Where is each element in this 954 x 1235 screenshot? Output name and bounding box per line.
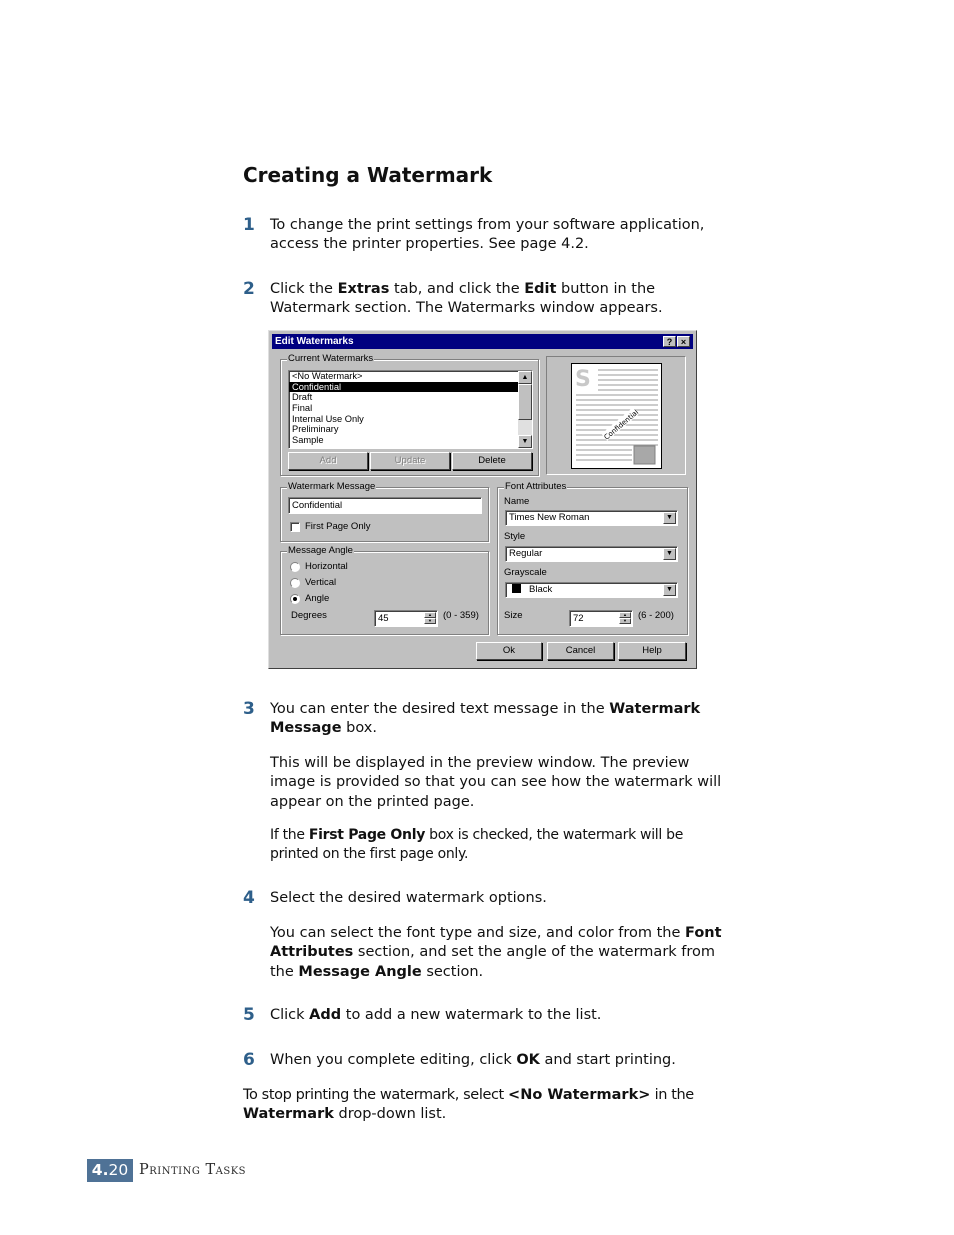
delete-button[interactable]: Delete	[452, 452, 532, 470]
step-1-text: To change the print settings from your software application, access the printer properties. See page 4.2.	[270, 217, 705, 253]
ok-button[interactable]: Ok	[476, 642, 542, 660]
step-3-text: You can enter the desired text message in the Watermark Message box.	[270, 701, 701, 737]
step-3-paragraph: This will be displayed in the preview window. The preview image is provided so that you can see how the watermark will appear on the printed page.	[270, 755, 722, 810]
font-attributes-label: Font Attributes	[505, 481, 567, 492]
scroll-thumb[interactable]	[518, 384, 532, 420]
watermark-message-label: Watermark Message	[288, 481, 376, 492]
preview-letter: S	[575, 367, 591, 392]
footer-section-title: Printing Tasks	[139, 1162, 247, 1178]
horizontal-label: Horizontal	[305, 561, 348, 572]
current-watermarks-group	[280, 353, 539, 476]
degrees-value: 45	[378, 613, 389, 624]
degrees-range: (0 - 359)	[443, 610, 479, 621]
page-title: Creating a Watermark	[243, 163, 493, 187]
step-6-text: When you complete editing, click OK and start printing.	[270, 1052, 676, 1068]
message-angle-group	[280, 545, 489, 635]
font-attributes-group	[497, 481, 688, 635]
watermark-message-input[interactable]: Confidential	[288, 497, 482, 514]
list-item[interactable]: Draft	[292, 392, 313, 403]
font-name-select[interactable]	[505, 510, 678, 526]
step-number: 1	[243, 215, 255, 235]
first-page-only-checkbox[interactable]	[290, 522, 300, 532]
size-label: Size	[504, 610, 523, 621]
grayscale-select[interactable]	[505, 582, 678, 598]
chevron-down-icon[interactable]: ▼	[663, 584, 676, 596]
watermark-message-group	[280, 481, 489, 542]
size-value: 72	[573, 613, 584, 624]
style-label: Style	[504, 531, 526, 542]
scroll-up-icon[interactable]: ▲	[518, 371, 532, 384]
grayscale-label: Grayscale	[504, 567, 547, 578]
degrees-label: Degrees	[291, 610, 327, 621]
page-number-badge: 4.20	[87, 1159, 133, 1182]
preview-page	[571, 363, 662, 469]
dialog-title-bar	[272, 334, 693, 349]
name-label: Name	[504, 496, 530, 507]
list-item[interactable]: Internal Use Only	[292, 413, 364, 424]
first-page-only-label: First Page Only	[305, 521, 371, 532]
grayscale-value: Black	[529, 584, 553, 595]
list-scrollbar[interactable]	[518, 371, 532, 448]
current-watermarks-label: Current Watermarks	[288, 353, 374, 364]
vertical-radio[interactable]	[290, 578, 300, 588]
update-button[interactable]: Update	[370, 452, 450, 470]
horizontal-radio[interactable]	[290, 562, 300, 572]
step-5-text: Click Add to add a new watermark to the list.	[270, 1007, 602, 1023]
size-range: (6 - 200)	[638, 610, 674, 621]
step-number: 3	[243, 699, 255, 719]
help-icon[interactable]: ?	[663, 336, 676, 347]
font-name-value: Times New Roman	[509, 512, 590, 523]
scroll-down-icon[interactable]: ▼	[518, 435, 532, 448]
dialog-title: Edit Watermarks	[275, 336, 354, 347]
size-input[interactable]	[569, 610, 633, 627]
list-item[interactable]: Preliminary	[292, 424, 339, 435]
step-number: 5	[243, 1005, 255, 1025]
color-swatch	[512, 584, 521, 593]
chevron-down-icon[interactable]: ▼	[663, 548, 676, 560]
angle-label: Angle	[305, 593, 330, 604]
vertical-label: Vertical	[305, 577, 337, 588]
list-item[interactable]: Sample	[292, 435, 324, 446]
chevron-down-icon[interactable]: ▼	[663, 512, 676, 524]
preview-watermark-text: Confidential	[602, 408, 641, 442]
step-number: 4	[243, 888, 255, 908]
watermark-list[interactable]	[288, 370, 533, 449]
list-item[interactable]: Final	[292, 403, 313, 414]
step-2-text: Click the Extras tab, and click the Edit button in the Watermark section. The Watermarks window appears.	[270, 281, 663, 317]
help-button[interactable]: Help	[618, 642, 686, 660]
degrees-input[interactable]	[374, 610, 438, 627]
step-3-note: If the First Page Only box is checked, the watermark will be printed on the first page only.	[270, 827, 684, 863]
font-style-select[interactable]	[505, 546, 678, 562]
step-number: 2	[243, 279, 255, 299]
message-angle-label: Message Angle	[288, 545, 353, 556]
cancel-button[interactable]: Cancel	[547, 642, 614, 660]
step-4-text: Select the desired watermark options.	[270, 890, 547, 906]
step-4-paragraph: You can select the font type and size, and color from the Font Attributes section, and set the angle of the watermark from the Message Angle section.	[270, 925, 722, 980]
degrees-spinner[interactable]: ▲ ▼	[424, 612, 436, 625]
preview-graphic	[572, 364, 661, 468]
font-style-value: Regular	[509, 548, 543, 559]
closing-note: To stop printing the watermark, select <No Watermark> in the Watermark drop-down list.	[243, 1087, 694, 1123]
add-button[interactable]: Add	[288, 452, 368, 470]
angle-radio[interactable]	[290, 594, 300, 604]
close-icon[interactable]: ×	[677, 336, 690, 347]
step-number: 6	[243, 1050, 255, 1070]
watermark-preview	[546, 356, 686, 475]
list-item[interactable]: <No Watermark>	[292, 371, 363, 381]
list-item[interactable]: Confidential	[289, 382, 532, 393]
size-spinner[interactable]: ▲ ▼	[619, 612, 631, 625]
